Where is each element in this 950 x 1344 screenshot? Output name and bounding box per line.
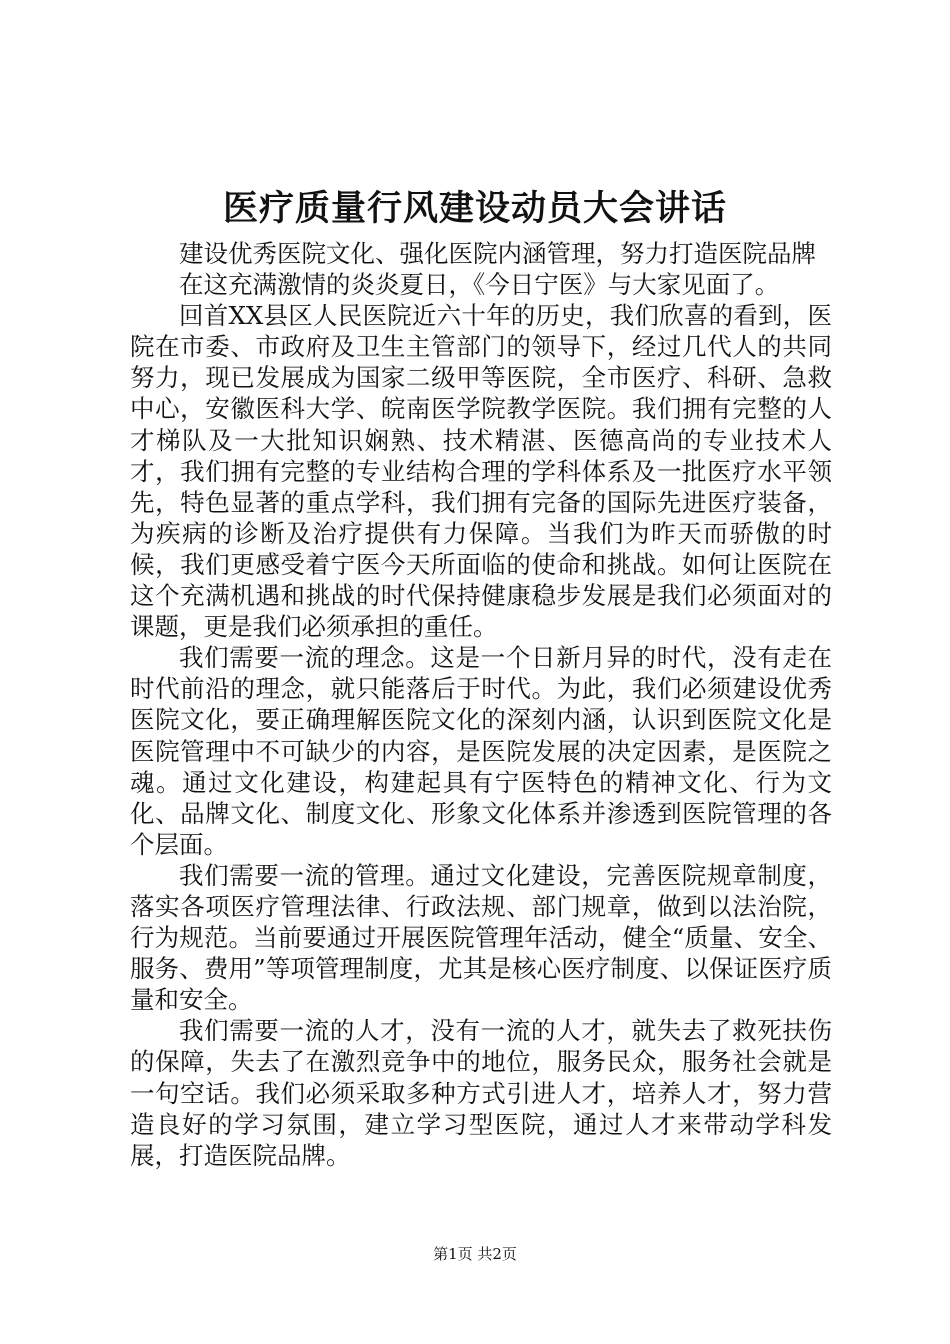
document-body — [130, 238, 832, 1171]
paragraph-history: 回首XX县区人民医院近六十年的历史，我们欣喜的看到，医院在市委、市政府及卫生主管部门的领导下，经过几代人的共同努力，现已发展成为国家二级甲等医院，全市医疗、科研、急救中心，安徽医科大学、皖南医学院教学医院。我们拥有完整的人才梯队及一大批知识娴熟、技术精湛、医德高尚的专业技术人才，我们拥有完整的专业结构合理的学科体系及一批医疗水平领先，特色显著的重点学科，我们拥有完备的国际先进医疗装备，为疾病的诊断及治疗提供有力保障。当我们为昨天而骄傲的时候，我们更感受着宁医今天所面临的使命和挑战。如何让医院在这个充满机遇和挑战的时代保持健康稳步发展是我们必须面对的课题，更是我们必须承担的重任。 — [130, 301, 832, 642]
paragraph-management: 我们需要一流的管理。通过文化建设，完善医院规章制度，落实各项医疗管理法律、行政法规、部门规章，做到以法治院，行为规范。当前要通过开展医院管理年活动，健全“质量、安全、服务、费用”等项管理制度，尤其是核心医疗制度、以保证医疗质量和安全。 — [130, 860, 832, 1015]
paragraph-intro: 在这充满激情的炎炎夏日，《今日宁医》与大家见面了。 — [179, 270, 780, 300]
document-title: 医疗质量行风建设动员大会讲话 — [222, 188, 727, 229]
paragraph-concept: 我们需要一流的理念。这是一个日新月异的时代，没有走在时代前沿的理念，就只能落后于时代。为此，我们必须建设优秀医院文化，要正确理解医院文化的深刻内涵，认识到医院文化是医院管理中不可缺少的内容，是医院发展的决定因素，是医院之魂。通过文化建设，构建起具有宁医特色的精神文化、行为文化、品牌文化、制度文化、形象文化体系并渗透到医院管理的各个层面。 — [130, 643, 832, 859]
paragraph-subtitle: 建设优秀医院文化、强化医院内涵管理，努力打造医院品牌 — [179, 239, 816, 268]
paragraph-talent: 我们需要一流的人才，没有一流的人才，就失去了救死扶伤的保障，失去了在激烈竞争中的地位，服务民众，服务社会就是一句空话。我们必须采取多种方式引进人才，培养人才，努力营造良好的学习氛围，建立学习型医院，通过人才来带动学科发展，打造医院品牌。 — [130, 1016, 832, 1170]
page-footer: 第1页 共2页 — [433, 1245, 517, 1263]
